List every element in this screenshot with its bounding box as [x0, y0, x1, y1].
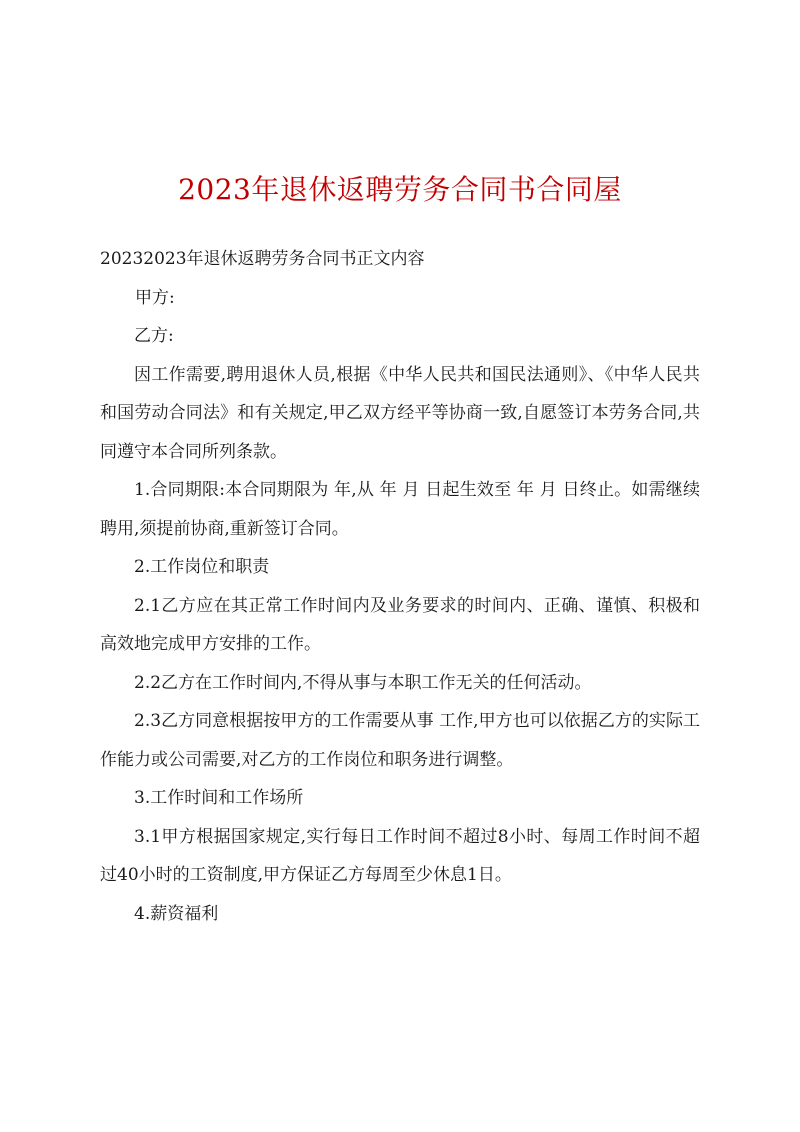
party-b-label: 乙方: [134, 326, 174, 346]
clause-2-heading: 2.工作岗位和职责 [134, 557, 270, 577]
clause-1-term: 1.合同期限:本合同期限为 年,从 年 月 日起生效至 年 月 日终止。如需继续聘用,须提前协商,重新签订合同。 [100, 480, 700, 539]
intro-paragraph: 因工作需要,聘用退休人员,根据《中华人民共和国民法通则》、《中华人民共和国劳动合同法》和有关规定,甲乙双方经平等协商一致,自愿签订本劳务合同,共同遵守本合同所列条款。 [100, 364, 700, 462]
document-title: 2023年退休返聘劳务合同书合同屋 [178, 173, 622, 206]
clause-2-1: 2.1乙方应在其正常工作时间内及业务要求的时间内、正确、谨慎、积极和高效地完成甲方安排的工作。 [100, 595, 700, 654]
clause-3-1: 3.1甲方根据国家规定,实行每日工作时间不超过8小时、每周工作时间不超过40小时的工资制度,甲方保证乙方每周至少休息1日。 [100, 826, 700, 885]
party-a-label: 甲方: [135, 287, 175, 308]
clause-4-heading: 4.薪资福利 [134, 903, 219, 924]
document-heading: 20232023年退休返聘劳务合同书正文内容 [100, 249, 425, 269]
clause-3-heading: 3.工作时间和工作场所 [134, 788, 304, 808]
document-body [100, 240, 700, 933]
clause-2-2: 2.2乙方在工作时间内,不得从事与本职工作无关的任何活动。 [134, 672, 592, 693]
clause-2-3: 2.3乙方同意根据按甲方的工作需要从事 工作,甲方也可以依据乙方的实际工作能力或公司需要,对乙方的工作岗位和职务进行调整。 [100, 711, 700, 770]
